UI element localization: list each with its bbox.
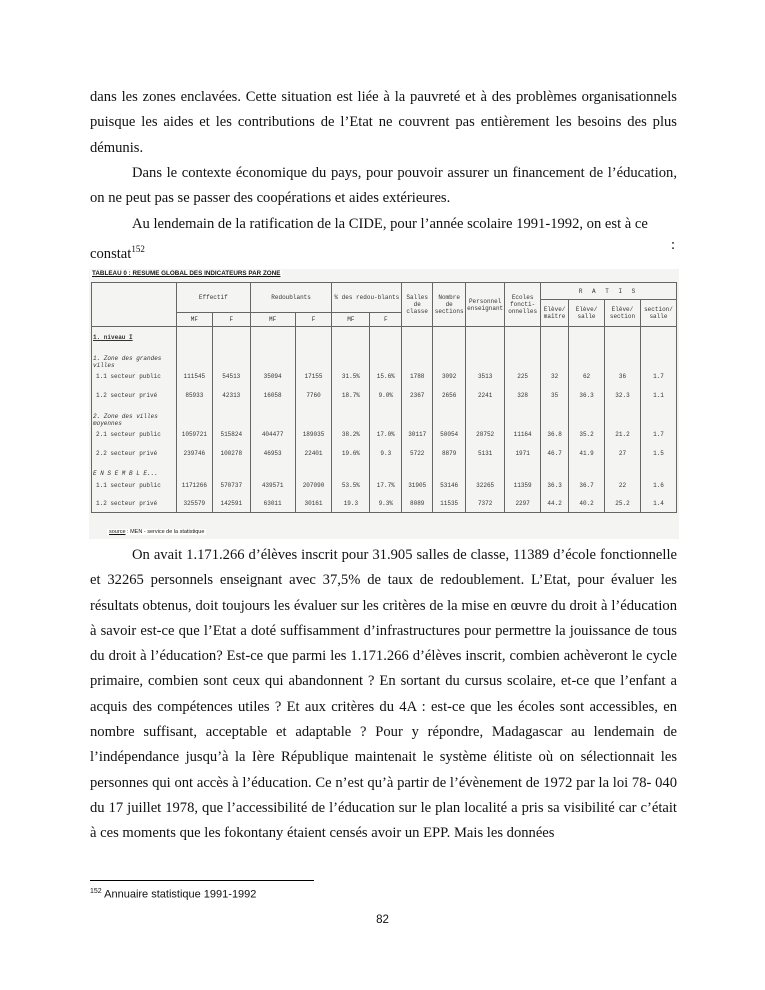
value-cell: 100278 — [212, 443, 250, 465]
paragraph — [90, 212, 677, 267]
value-cell: 30161 — [295, 495, 332, 513]
subheader-cell: F — [295, 313, 332, 327]
value-cell: 40.2 — [569, 495, 605, 513]
subheader-cell: section/ salle — [640, 300, 676, 327]
value-cell: 22401 — [295, 443, 332, 465]
empty-cell — [176, 407, 212, 427]
table-row — [92, 369, 677, 385]
empty-cell — [569, 349, 605, 369]
value-cell: 35.2 — [569, 427, 605, 443]
row-label: 1.2 secteur privé — [92, 385, 177, 407]
table-row — [92, 465, 677, 477]
table-row — [92, 407, 677, 427]
value-cell: 5131 — [466, 443, 505, 465]
value-cell: 32 — [541, 369, 569, 385]
value-cell: 570737 — [212, 477, 250, 495]
value-cell: 9.3% — [370, 495, 402, 513]
table-row — [92, 327, 677, 349]
empty-cell — [640, 407, 676, 427]
empty-cell — [212, 349, 250, 369]
footnote-number: 152 — [90, 888, 102, 895]
value-cell: 1.6 — [640, 477, 676, 495]
value-cell: 53.5% — [332, 477, 370, 495]
value-cell: 35 — [541, 385, 569, 407]
value-cell: 54513 — [212, 369, 250, 385]
header-cell: Ecoles foncti-onnelles — [505, 283, 541, 327]
value-cell: 19.3 — [332, 495, 370, 513]
value-cell: 142591 — [212, 495, 250, 513]
value-cell: 16058 — [250, 385, 295, 407]
row-label: 2.2 secteur privé — [92, 443, 177, 465]
page-number: 82 — [376, 914, 389, 926]
subheader-cell: MF — [250, 313, 295, 327]
footnote-divider — [90, 880, 314, 881]
value-cell: 225 — [505, 369, 541, 385]
empty-cell — [466, 407, 505, 427]
value-cell: 15.6% — [370, 369, 402, 385]
empty-cell — [402, 327, 433, 349]
empty-cell — [569, 407, 605, 427]
value-cell: 38.2% — [332, 427, 370, 443]
empty-cell — [433, 327, 466, 349]
table-row — [92, 495, 677, 513]
empty-cell — [505, 327, 541, 349]
value-cell: 41.9 — [569, 443, 605, 465]
value-cell: 404477 — [250, 427, 295, 443]
value-cell: 3092 — [433, 369, 466, 385]
value-cell: 207090 — [295, 477, 332, 495]
value-cell: 2241 — [466, 385, 505, 407]
subheader-cell: Elève/ section — [605, 300, 641, 327]
empty-cell — [466, 465, 505, 477]
header-cell: % des redou-blants — [332, 283, 402, 313]
value-cell: 1.7 — [640, 427, 676, 443]
table-row — [92, 477, 677, 495]
empty-cell — [212, 407, 250, 427]
value-cell: 8879 — [433, 443, 466, 465]
value-cell: 8089 — [402, 495, 433, 513]
subheader-cell: Elève/ maître — [541, 300, 569, 327]
scanned-table-figure — [89, 269, 679, 539]
table-row — [92, 427, 677, 443]
empty-cell — [505, 349, 541, 369]
empty-cell — [541, 465, 569, 477]
value-cell: 28752 — [466, 427, 505, 443]
empty-cell — [605, 407, 641, 427]
footnote — [90, 888, 256, 901]
value-cell: 439571 — [250, 477, 295, 495]
subheader-cell: F — [212, 313, 250, 327]
paragraph: dans les zones enclavées. Cette situation est liée à la pauvreté et à des problèmes organisationnels puisque les aides et les contributions de l’Etat ne couvrent pas entièrement les besoins des plus démunis. — [90, 89, 677, 156]
value-cell: 36.7 — [569, 477, 605, 495]
empty-cell — [212, 327, 250, 349]
section-label: 1. niveau I — [92, 327, 177, 349]
empty-cell — [605, 465, 641, 477]
zone-label: 2. Zone des villes moyennes — [92, 407, 177, 427]
value-cell: 25.2 — [605, 495, 641, 513]
empty-cell — [605, 349, 641, 369]
header-cell: Effectif — [176, 283, 250, 313]
paragraph: On avait 1.171.266 d’élèves inscrit pour 31.905 salles de classe, 11389 d’école fonctionnelle et 32265 personnels enseignant avec 37,5% de taux de redoublement. L’Etat, pour évaluer les résultats obtenus, doit toujours les évaluer sur les critères de la mise en œuvre du droit à l’éducation à savoir est-ce que l’Etat a doté suffisamment d’infrastructures pour permettre la jouissance de tous du droit à l’éducation? Est-ce que parmi les 1.171.266 d’élèves inscrit, combien achèveront le cycle primaire, combien sont ceux qui abandonnent ? En sortant du cursus scolaire, et-ce que l’enfant a acquis des compétences utiles ? Et aux critères du 4A : est-ce que les écoles sont accessibles, en nombre suffisant, acceptable et adaptable ? Pour y répondre, Madagascar au lendemain de l’indépendance jusqu’à la Ière République maintenait le système élitiste où on sélectionnait les personnes qui ont accès à l’éducation. Ce n’est qu’à partir de l’évènement de 1972 par la loi 78- 040 du 17 juillet 1978, que l’accessibilité de l’éducation sur le plan localité a pris sa visibilité car c’était à ces moments que les fokontany étaient censés avoir un EPP. Mais les données — [90, 547, 677, 842]
empty-cell — [541, 327, 569, 349]
value-cell: 515824 — [212, 427, 250, 443]
value-cell: 36.3 — [541, 477, 569, 495]
value-cell: 1.4 — [640, 495, 676, 513]
empty-cell — [295, 349, 332, 369]
value-cell: 5722 — [402, 443, 433, 465]
header-cell: Personnel enseignant — [466, 283, 505, 327]
value-cell: 27 — [605, 443, 641, 465]
empty-cell — [250, 349, 295, 369]
value-cell: 328 — [505, 385, 541, 407]
value-cell: 2367 — [402, 385, 433, 407]
value-cell: 11535 — [433, 495, 466, 513]
source-text: : MEN - service de la statistique — [125, 529, 205, 535]
value-cell: 9.3 — [370, 443, 402, 465]
value-cell: 11164 — [505, 427, 541, 443]
indicators-table — [91, 282, 677, 513]
value-cell: 63011 — [250, 495, 295, 513]
footnote-text: Annuaire statistique 1991-1992 — [101, 888, 257, 901]
empty-cell — [433, 349, 466, 369]
zone-label: 1. Zone des grandes villes — [92, 349, 177, 369]
empty-cell — [332, 349, 370, 369]
value-cell: 17155 — [295, 369, 332, 385]
header-cell: Salles de classe — [402, 283, 433, 327]
value-cell: 42313 — [212, 385, 250, 407]
table-row — [92, 443, 677, 465]
value-cell: 1171266 — [176, 477, 212, 495]
paragraph: Dans le contexte économique du pays, pour pouvoir assurer un financement de l’éducation, on ne peut pas se passer des coopérations et aides extérieures. — [90, 165, 677, 207]
row-label: 1.2 secteur privé — [92, 495, 177, 513]
value-cell: 53146 — [433, 477, 466, 495]
empty-cell — [250, 465, 295, 477]
empty-cell — [466, 349, 505, 369]
empty-cell — [176, 349, 212, 369]
value-cell: 32265 — [466, 477, 505, 495]
value-cell: 9.0% — [370, 385, 402, 407]
empty-cell — [370, 465, 402, 477]
empty-cell — [295, 407, 332, 427]
value-cell: 18.7% — [332, 385, 370, 407]
value-cell: 31905 — [402, 477, 433, 495]
colon: : — [671, 237, 676, 253]
header-cell: Redoublants — [250, 283, 332, 313]
value-cell: 31.5% — [332, 369, 370, 385]
value-cell: 22 — [605, 477, 641, 495]
row-label: 1.1 secteur public — [92, 369, 177, 385]
empty-cell — [370, 327, 402, 349]
empty-cell — [332, 327, 370, 349]
empty-cell — [176, 327, 212, 349]
empty-cell — [250, 327, 295, 349]
row-label: 1.1 secteur public — [92, 477, 177, 495]
value-cell: 46.7 — [541, 443, 569, 465]
value-cell: 2656 — [433, 385, 466, 407]
value-cell: 1059721 — [176, 427, 212, 443]
empty-cell — [402, 349, 433, 369]
empty-cell — [332, 465, 370, 477]
empty-cell — [332, 407, 370, 427]
empty-cell — [569, 327, 605, 349]
value-cell: 1788 — [402, 369, 433, 385]
empty-cell — [541, 349, 569, 369]
subheader-cell: MF — [332, 313, 370, 327]
value-cell: 2297 — [505, 495, 541, 513]
table-source — [107, 529, 206, 535]
empty-cell — [295, 327, 332, 349]
value-cell: 11359 — [505, 477, 541, 495]
value-cell: 1.7 — [640, 369, 676, 385]
value-cell: 189035 — [295, 427, 332, 443]
table-row — [92, 385, 677, 407]
empty-cell — [640, 349, 676, 369]
value-cell: 44.2 — [541, 495, 569, 513]
subheader-cell: Elève/ salle — [569, 300, 605, 327]
empty-cell — [250, 407, 295, 427]
empty-cell — [505, 465, 541, 477]
value-cell: 1.5 — [640, 443, 676, 465]
empty-cell — [370, 407, 402, 427]
header-cell: R A T I S — [541, 283, 677, 300]
value-cell: 21.2 — [605, 427, 641, 443]
paragraph-text: Au lendemain de la ratification de la CIDE, pour l’année scolaire 1991-1992, on est à ce constat — [90, 216, 648, 263]
value-cell: 36.3 — [569, 385, 605, 407]
empty-cell — [505, 407, 541, 427]
empty-cell — [433, 465, 466, 477]
empty-cell — [176, 465, 212, 477]
value-cell: 7372 — [466, 495, 505, 513]
value-cell: 85933 — [176, 385, 212, 407]
empty-cell — [370, 349, 402, 369]
empty-cell — [402, 407, 433, 427]
zone-label: E N S E M B L E... — [92, 465, 177, 477]
subheader-cell: F — [370, 313, 402, 327]
value-cell: 36.8 — [541, 427, 569, 443]
value-cell: 62 — [569, 369, 605, 385]
empty-cell — [402, 465, 433, 477]
table-title: TABLEAU 0 : RESUME GLOBAL DES INDICATEURS PAR ZONE — [92, 270, 281, 277]
value-cell: 111545 — [176, 369, 212, 385]
value-cell: 19.6% — [332, 443, 370, 465]
empty-cell — [569, 465, 605, 477]
empty-cell — [295, 465, 332, 477]
empty-cell — [433, 407, 466, 427]
empty-cell — [640, 465, 676, 477]
header-blank — [92, 283, 177, 327]
value-cell: 7760 — [295, 385, 332, 407]
empty-cell — [466, 327, 505, 349]
empty-cell — [605, 327, 641, 349]
empty-cell — [212, 465, 250, 477]
table-row — [92, 349, 677, 369]
value-cell: 30117 — [402, 427, 433, 443]
value-cell: 17.0% — [370, 427, 402, 443]
subheader-cell: MF — [176, 313, 212, 327]
value-cell: 46953 — [250, 443, 295, 465]
value-cell: 239746 — [176, 443, 212, 465]
empty-cell — [541, 407, 569, 427]
value-cell: 3513 — [466, 369, 505, 385]
header-cell: Nombre de sections — [433, 283, 466, 327]
value-cell: 1971 — [505, 443, 541, 465]
source-label: source — [109, 529, 126, 535]
empty-cell — [640, 327, 676, 349]
table-row — [92, 283, 677, 300]
value-cell: 1.1 — [640, 385, 676, 407]
row-label: 2.1 secteur public — [92, 427, 177, 443]
value-cell: 325579 — [176, 495, 212, 513]
value-cell: 35094 — [250, 369, 295, 385]
footnote-ref: 152 — [131, 244, 145, 255]
value-cell: 50054 — [433, 427, 466, 443]
value-cell: 17.7% — [370, 477, 402, 495]
value-cell: 32.3 — [605, 385, 641, 407]
value-cell: 36 — [605, 369, 641, 385]
